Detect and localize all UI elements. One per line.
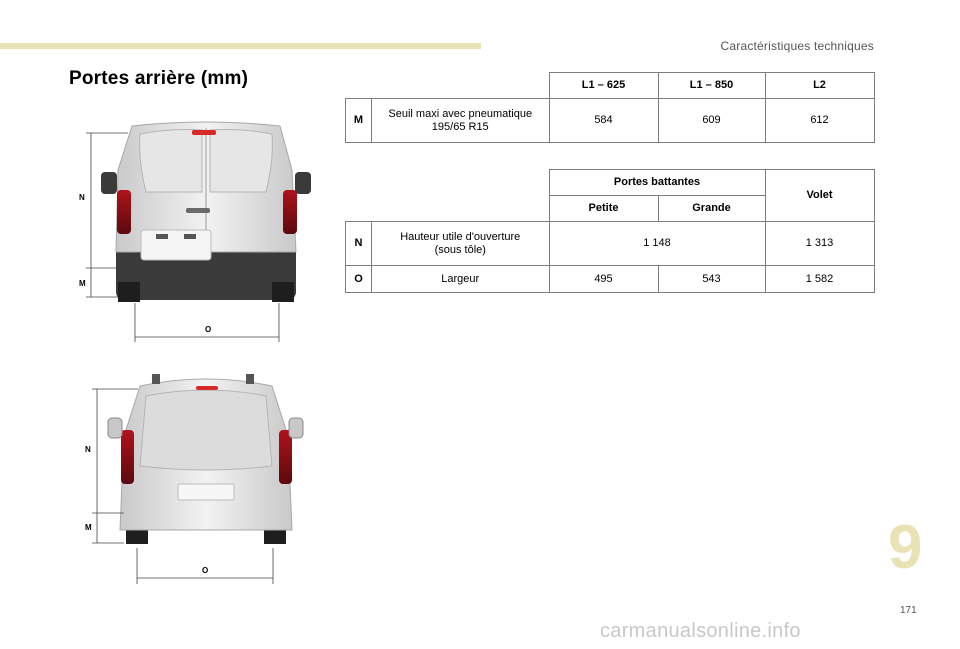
passenger-van-rear [92,374,303,584]
utility-van-rear [86,122,311,342]
van2-plate [178,484,234,500]
van1-wheel-right [272,282,294,302]
van1-mirror-left [101,172,117,194]
van2-taillight-right [279,430,292,484]
value-n-battantes: 1 148 [549,222,765,266]
row-code-n: N [346,222,372,266]
col-grande: Grande [658,196,765,222]
van1-window-right [210,130,272,193]
van1-label-m: M [79,279,86,288]
van1-taillight-left [117,190,131,234]
page-number: 171 [900,605,917,616]
van1-wheel-left [118,282,140,302]
col-volet: Volet [765,170,874,222]
van1-handle [186,208,210,213]
value-o-petite: 495 [549,266,658,293]
value-m-l1-850: 609 [658,99,765,143]
van2-label-n: N [85,445,91,454]
van1-window-left [140,130,202,193]
value-o-volet: 1 582 [765,266,874,293]
row-code-o: O [346,266,372,293]
col-petite: Petite [549,196,658,222]
van1-label-n: N [79,193,85,202]
van1-brake-light [192,130,216,135]
value-o-grande: 543 [658,266,765,293]
van1-taillight-right [283,190,297,234]
doors-table [345,169,875,293]
table-row [346,266,875,293]
van1-mirror-right [295,172,311,194]
value-m-l1-625: 584 [549,99,658,143]
threshold-table-header-row [346,73,875,99]
chapter-number: 9 [888,513,923,582]
col-l1-625: L1 – 625 [549,73,658,99]
value-m-l2: 612 [765,99,874,143]
van2-brake-light [196,386,218,390]
van-rear-illustrations [0,0,340,649]
van2-taillight-left [121,430,134,484]
col-portes-battantes: Portes battantes [549,170,765,196]
table-row [346,99,875,143]
threshold-table [345,72,875,143]
van2-rear-window [140,390,272,470]
van2-mirror-right [289,418,303,438]
page-title: Portes arrière (mm) [69,68,249,89]
van2-label-m: M [85,523,92,532]
doors-table-header-row [346,170,875,196]
row-label-o: Largeur [372,266,550,293]
watermark: carmanualsonline.info [600,620,801,642]
col-l2: L2 [765,73,874,99]
section-title: Caractéristiques techniques [720,39,874,53]
van2-label-o: O [202,566,209,575]
table-row [346,222,875,266]
value-n-volet: 1 313 [765,222,874,266]
van1-plate [141,230,211,260]
van2-mirror-left [108,418,122,438]
van1-label-o: O [205,325,212,334]
row-code-m: M [346,99,372,143]
col-l1-850: L1 – 850 [658,73,765,99]
row-label-n: Hauteur utile d'ouverture (sous tôle) [372,222,550,266]
row-label-m: Seuil maxi avec pneumatique 195/65 R15 [372,99,550,143]
